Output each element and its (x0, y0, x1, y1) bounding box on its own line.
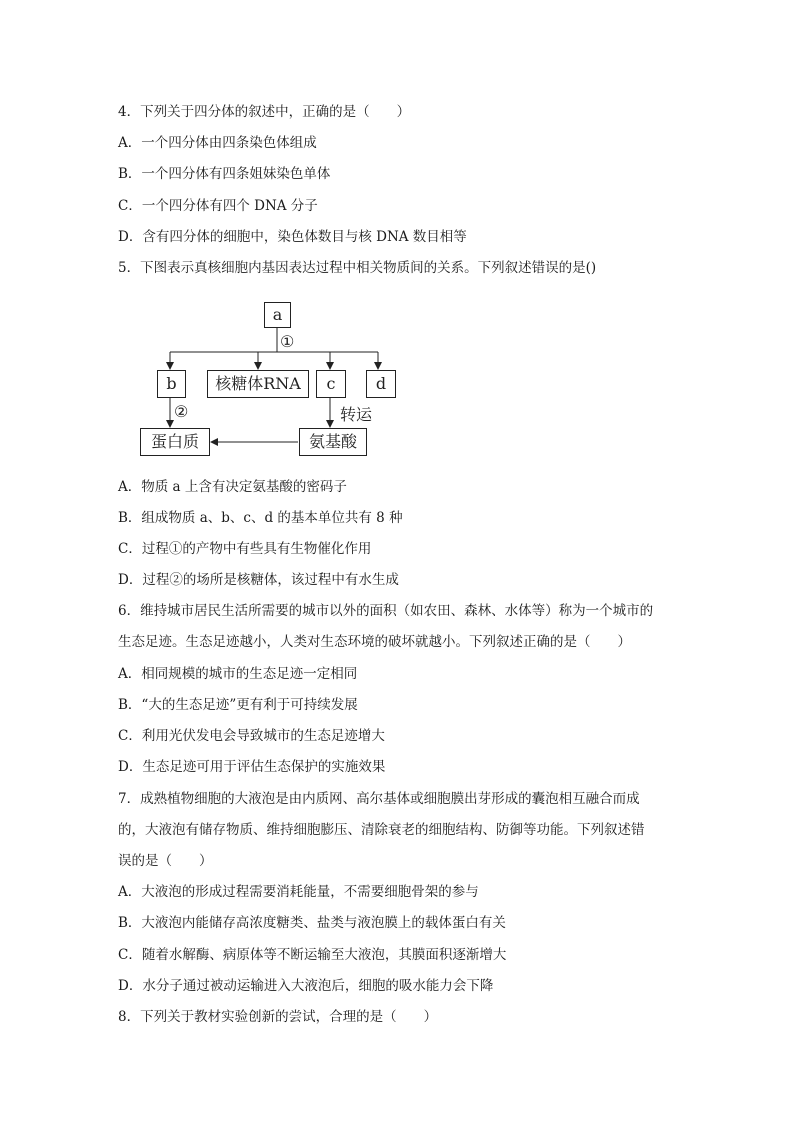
node-rrna: 核糖体RNA (207, 370, 309, 398)
q5-option-c: C．过程①的产物中有些具有生物催化作用 (118, 541, 372, 557)
q5-option-a: A．物质 a 上含有决定氨基酸的密码子 (118, 479, 347, 495)
q8-stem: 8．下列关于教材实验创新的尝试，合理的是（ ） (118, 1009, 438, 1025)
step1-label: ① (280, 332, 295, 351)
q6-stem-line2: 生态足迹。生态足迹越小，人类对生态环境的破坏就越小。下列叙述正确的是（ ） (118, 634, 631, 650)
q4-option-c: C．一个四分体有四个 DNA 分子 (118, 198, 318, 214)
q6-option-a: A．相同规模的城市的生态足迹一定相同 (118, 666, 358, 682)
q4-option-a: A．一个四分体由四条染色体组成 (118, 135, 317, 151)
q5-option-d: D．过程②的场所是核糖体，该过程中有水生成 (118, 572, 399, 588)
q7-stem-line1: 7．成熟植物细胞的大液泡是由内质网、高尔基体或细胞膜出芽形成的囊泡相互融合而成 (118, 791, 640, 807)
node-protein: 蛋白质 (140, 428, 210, 456)
transport-label: 转运 (340, 405, 373, 424)
node-c: c (316, 370, 346, 398)
gene-expression-diagram (130, 296, 420, 466)
q4-option-b: B．一个四分体有四条姐妹染色单体 (118, 166, 331, 182)
q7-option-c: C．随着水解酶、病原体等不断运输至大液泡，其膜面积逐渐增大 (118, 947, 507, 963)
q5-option-b: B．组成物质 a、b、c、d 的基本单位共有 8 种 (118, 510, 403, 526)
q7-option-d: D．水分子通过被动运输进入大液泡后，细胞的吸水能力会下降 (118, 978, 494, 994)
q6-stem-line1: 6．维持城市居民生活所需要的城市以外的面积（如农田、森林、水体等）称为一个城市的 (118, 603, 654, 619)
node-b: b (157, 370, 186, 398)
q7-stem-line2: 的，大液泡有储存物质、维持细胞膨压、清除衰老的细胞结构、防御等功能。下列叙述错 (118, 822, 645, 838)
q5-stem: 5．下图表示真核细胞内基因表达过程中相关物质间的关系。下列叙述错误的是() (118, 260, 597, 276)
q7-option-a: A．大液泡的形成过程需要消耗能量，不需要细胞骨架的参与 (118, 884, 479, 900)
step2-label: ② (174, 402, 189, 421)
q7-stem-line3: 误的是（ ） (118, 853, 213, 869)
q4-stem: 4．下列关于四分体的叙述中，正确的是（ ） (118, 104, 411, 120)
q6-option-c: C．利用光伏发电会导致城市的生态足迹增大 (118, 728, 385, 744)
q4-option-d: D．含有四分体的细胞中，染色体数目与核 DNA 数目相等 (118, 229, 467, 245)
node-amino-acid: 氨基酸 (299, 428, 367, 456)
q6-option-d: D．生态足迹可用于评估生态保护的实施效果 (118, 759, 386, 775)
node-a: a (264, 302, 291, 328)
node-d: d (366, 370, 396, 398)
q7-option-b: B．大液泡内能储存高浓度糖类、盐类与液泡膜上的载体蛋白有关 (118, 915, 506, 931)
q6-option-b: B．“大的生态足迹”更有利于可持续发展 (118, 697, 358, 713)
